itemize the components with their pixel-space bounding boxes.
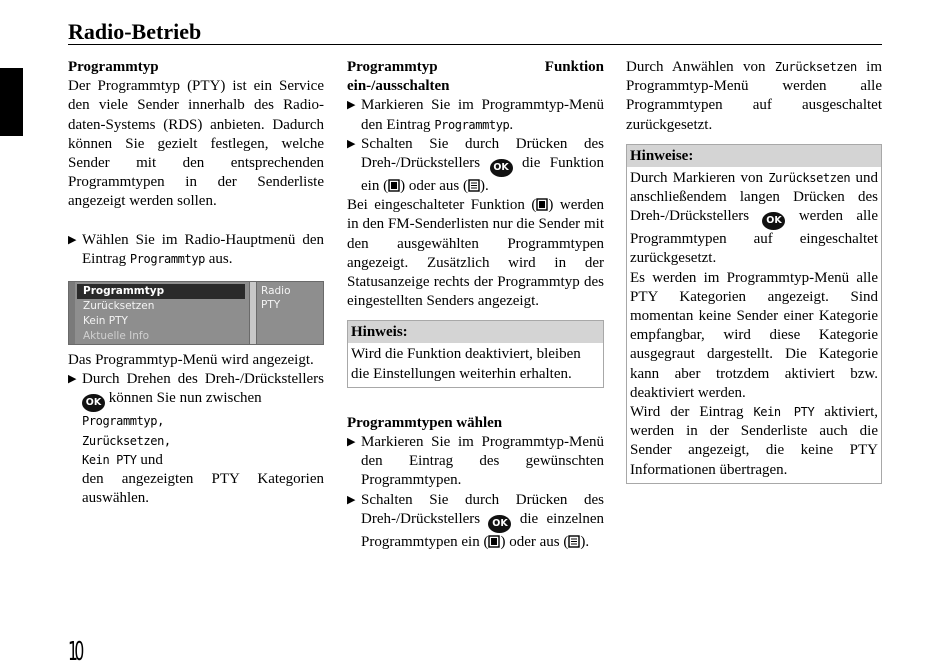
step-arrow-icon: ▶ bbox=[68, 373, 77, 386]
step-arrow-icon: ▶ bbox=[347, 99, 356, 112]
checkbox-off-icon bbox=[568, 535, 580, 548]
step-arrow-icon: ▶ bbox=[68, 233, 77, 246]
column-3 bbox=[626, 58, 882, 484]
note-box bbox=[347, 320, 604, 387]
screen-side-labels bbox=[261, 284, 291, 312]
notes-box bbox=[626, 144, 882, 484]
notes-paragraph-2: Es werden im Programmtyp-Menü alle PTY Kategorien angezeigt. Sind momentan keine Sender einer Kategorie empfangbar, wird diese Kategorie ausgegraut dargestellt. Die Kategorie kann aber trotzdem aktiviert bzw. deaktiviert werden. bbox=[630, 269, 878, 401]
screen-scrollbar bbox=[69, 282, 75, 344]
screen-side-pty: PTY bbox=[261, 299, 281, 312]
section-heading-choose-types: Programmtypen wählen bbox=[347, 414, 503, 431]
ok-knob-icon: OK bbox=[490, 159, 513, 177]
step-arrow-icon: ▶ bbox=[347, 137, 356, 150]
ok-knob-icon: OK bbox=[762, 212, 785, 230]
checkbox-on-icon bbox=[536, 198, 548, 211]
screen-menu-list bbox=[77, 284, 245, 344]
ok-knob-icon: OK bbox=[488, 515, 511, 533]
title-rule bbox=[68, 44, 882, 45]
step-arrow-icon: ▶ bbox=[347, 493, 356, 506]
checkbox-on-icon bbox=[488, 535, 500, 548]
step-rotate-knob: ▶ Durch Drehen des Dreh-/Drückstellers OK können Sie nun zwischen Programmtyp, Zurücksetzen, Kein PTY und den angezeigten PTY Kategorien auswählen. bbox=[68, 371, 324, 507]
screen-item-programmtyp: Programmtyp bbox=[77, 284, 245, 299]
screen-divider bbox=[249, 282, 257, 344]
notes-paragraph-3: Wird der Eintrag Kein PTY aktiviert, werden in der Senderliste auch die Sender angezeigt, die keine PTY Informationen übertragen. bbox=[630, 404, 878, 478]
screen-item-aktuelle-info: Aktuelle Info bbox=[83, 330, 149, 343]
section-tab-marker bbox=[0, 68, 23, 136]
section-heading-function-toggle: Programmtyp Funktion ein-/ausschalten bbox=[347, 59, 604, 95]
step-toggle-function: ▶ Schalten Sie durch Drücken des Dreh-/Drückstellers OK die Funktion ein ( ) oder aus ( ). bbox=[347, 135, 604, 195]
notes-body bbox=[627, 167, 881, 483]
reset-paragraph: Durch Anwählen von Zurücksetzen im Programmtyp-Menü werden alle Programmtypen auf ausgeschaltet zurückgesetzt. bbox=[626, 59, 882, 133]
page-number: 10 bbox=[68, 637, 81, 667]
notes-title: Hinweise: bbox=[627, 145, 881, 167]
column-1 bbox=[68, 58, 324, 508]
notes-paragraph-1: Durch Markieren von Zurücksetzen und anschließendem langen Drücken des Dreh-/Drückstellers OK werden alle Programmtypen auf eingeschaltet zurückgesetzt. bbox=[630, 169, 878, 267]
step-select-programmtyp: ▶ Wählen Sie im Radio-Hauptmenü den Eintrag Programmtyp aus. bbox=[68, 231, 324, 267]
ok-knob-icon: OK bbox=[82, 394, 105, 412]
section-heading-programmtyp: Programmtyp bbox=[68, 59, 159, 75]
step-mark-type: ▶ Markieren Sie im Programmtyp-Menü den Eintrag des gewünschten Programmtypen. bbox=[347, 434, 604, 489]
intro-paragraph: Der Programmtyp (PTY) ist ein Service den viele Sender innerhalb des Radio-daten-Systems (RDS) anbieten. Dadurch können Sie gezielt festlegen, welche Sender mit den entsprechenden Programmtypen in der Senderliste angezeigt werden sollen. bbox=[68, 78, 324, 210]
screen-item-kein-pty: Kein PTY bbox=[83, 315, 128, 328]
screen-side-radio: Radio bbox=[261, 285, 291, 298]
menu-shown-text: Das Programmtyp-Menü wird angezeigt. bbox=[68, 352, 314, 369]
step-mark-programmtyp: ▶ Markieren Sie im Programmtyp-Menü den Eintrag Programmtyp. bbox=[347, 97, 604, 133]
note-text: Wird die Funktion deaktiviert, bleiben die Einstellungen weiterhin erhalten. bbox=[351, 346, 581, 382]
screen-item-zuruecksetzen: Zurücksetzen bbox=[83, 300, 155, 313]
function-description: Bei eingeschalteter Funktion ( ) werden in den FM-Senderlisten nur die Sender mit den ausgewählten Programmtypen angezeigt. Zusätzlich wird in der Statusanzeige rechts der Programmtyp des eingestellten Senders angezeigt. bbox=[347, 197, 605, 310]
step-toggle-types: ▶ Schalten Sie durch Drücken des Dreh-/Drückstellers OK die einzelnen Programmtypen ein ( ) oder aus ( ). bbox=[347, 491, 604, 550]
checkbox-off-icon bbox=[468, 179, 480, 192]
note-title: Hinweis: bbox=[348, 321, 603, 343]
page-title: Radio-Betrieb bbox=[68, 19, 202, 44]
checkbox-on-icon bbox=[388, 179, 400, 192]
column-2 bbox=[347, 58, 604, 552]
radio-menu-screenshot bbox=[68, 281, 324, 345]
step-arrow-icon: ▶ bbox=[347, 436, 356, 449]
